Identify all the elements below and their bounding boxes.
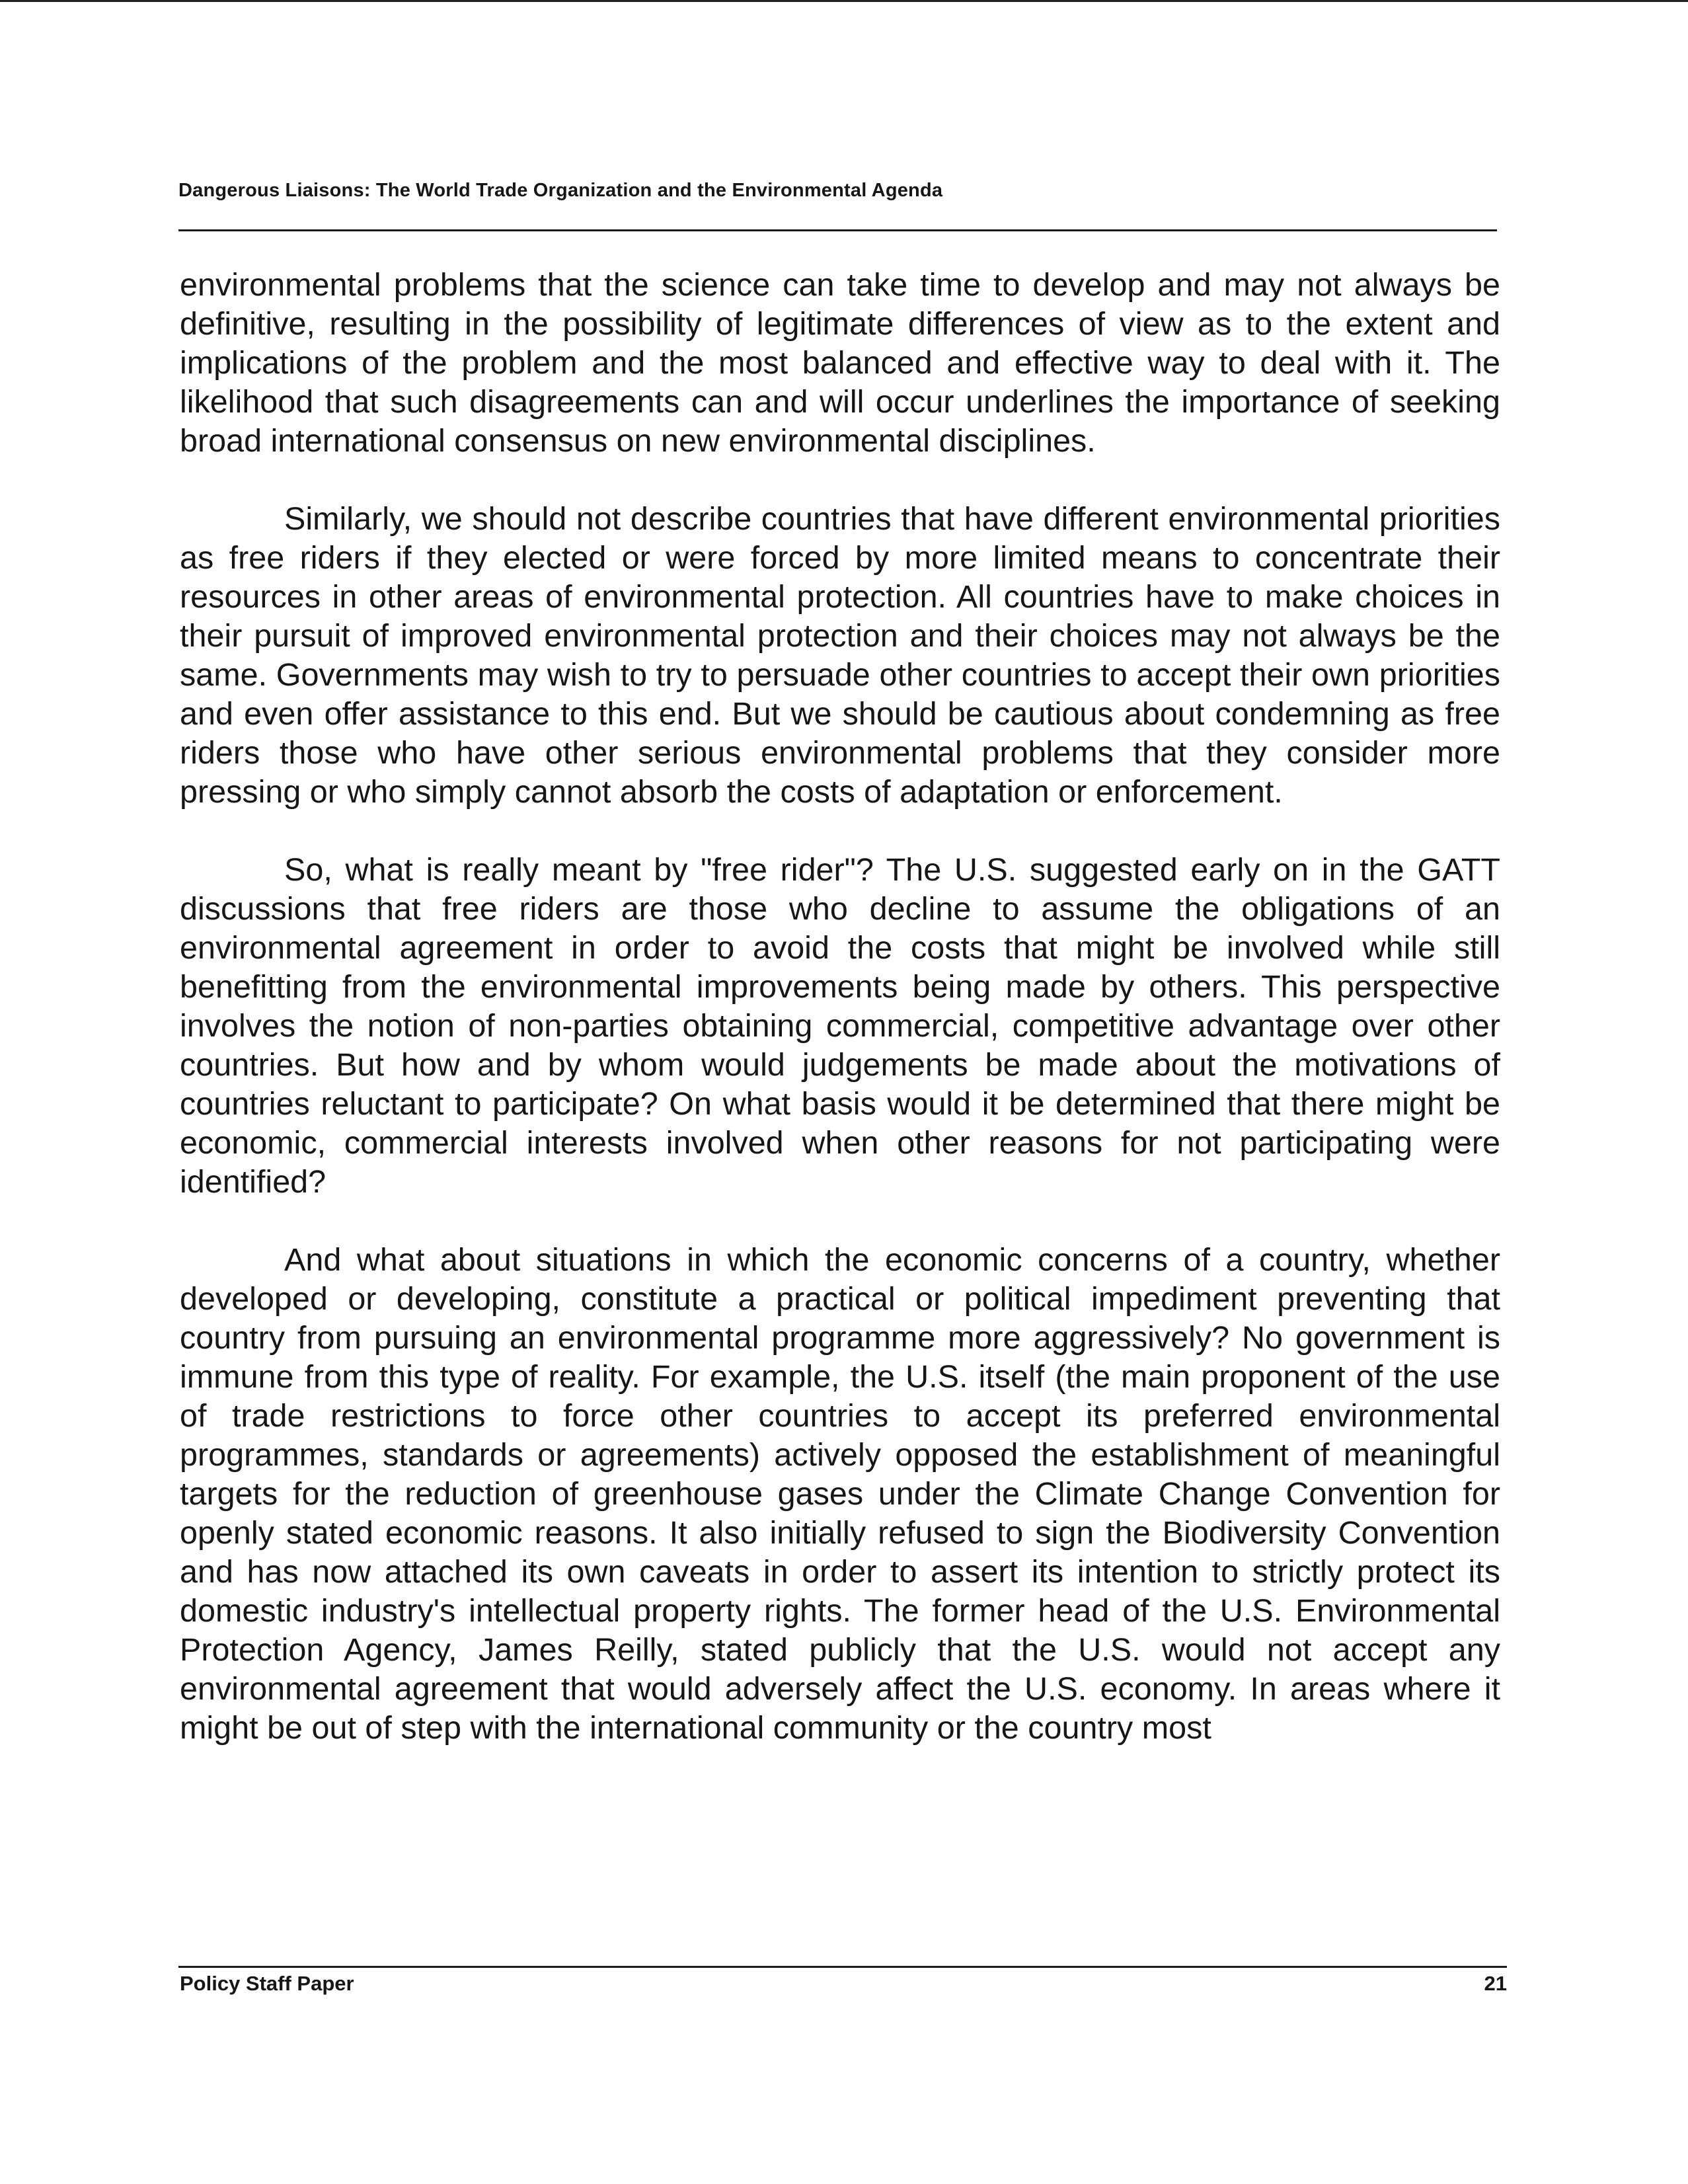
paragraph-2: Similarly, we should not describe countries that have different environmental priorities as free riders if they elected or were forced by more limited means to concentrate their resources in other areas of environmental protection. All countries have to make choices in their pursuit of improved environmental protection and their choices may not always be the same. Governments may wish to try to persuade other countries to accept their own priorities and even offer assistance to this end. But we should be cautious about condemning as free riders those who have other serious environmental problems that they consider more pressing or who simply cannot absorb the costs of adaptation or enforcement. (180, 501, 1500, 810)
footer-rule (178, 1966, 1507, 1968)
body-text (180, 266, 1500, 1748)
paragraph-4: And what about situations in which the economic concerns of a country, whether developed or developing, constitute a practical or political impediment preventing that country from pursuing an environmental programme more aggressively? No government is immune from this type of reality. For example, the U.S. itself (the main proponent of the use of trade restrictions to force other countries to accept its preferred environmental programmes, standards or agreements) actively opposed the establishment of meaningful targets for the reduction of greenhouse gases under the Climate Change Convention for openly stated economic reasons. It also initially refused to sign the Biodiversity Convention and has now attached its own caveats in order to assert its intention to strictly protect its domestic industry's intellectual property rights. The former head of the U.S. Environmental Protection Agency, James Reilly, stated publicly that the U.S. would not accept any environmental agreement that would adversely affect the U.S. economy. In areas where it might be out of step with the international community or the country most (180, 1242, 1500, 1746)
header-rule (178, 229, 1497, 231)
footer-publication: Policy Staff Paper (180, 1972, 354, 1995)
running-header: Dangerous Liaisons: The World Trade Organization and the Environmental Agenda (178, 180, 943, 201)
top-edge-rule (0, 0, 1688, 2)
page-number: 21 (1484, 1972, 1507, 1995)
paragraph-3: So, what is really meant by "free rider"? The U.S. suggested early on in the GATT discussions that free riders are those who decline to assume the obligations of an environmental agreement in order to avoid the costs that might be involved while still benefitting from the environmental improvements being made by others. This perspective involves the notion of non-parties obtaining commercial, competitive advantage over other countries. But how and by whom would judgements be made about the motivations of countries reluctant to participate? On what basis would it be determined that there might be economic, commercial interests involved when other reasons for not participating were identified? (180, 852, 1500, 1200)
paragraph-1: environmental problems that the science can take time to develop and may not always be definitive, resulting in the possibility of legitimate differences of view as to the extent and implications of the problem and the most balanced and effective way to deal with it. The likelihood that such disagreements can and will occur underlines the importance of seeking broad international consensus on new environmental disciplines. (180, 267, 1500, 459)
